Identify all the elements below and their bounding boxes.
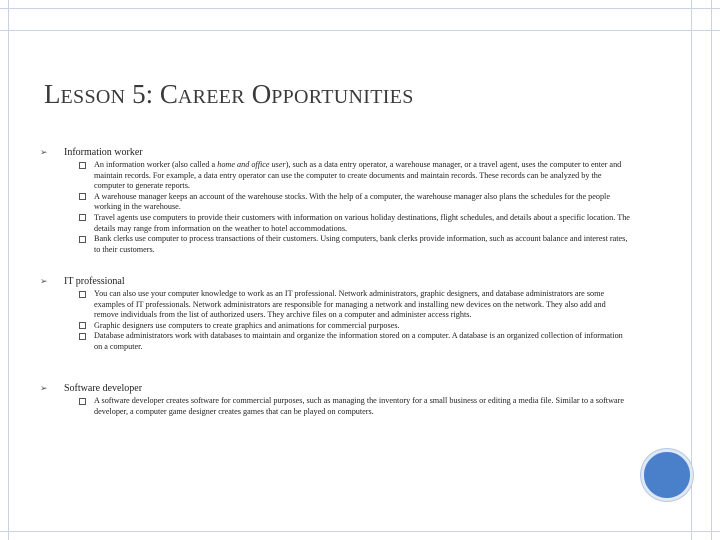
- list-item-text: An information worker (also called a home and office user), such as a data entry operator, a warehouse manager, or a travel agent, uses the computer to enter and maintain records. For example, a data entry operator can use the computer to create documents and maintain records. These records can be analyzed by the computer to generate reports.: [94, 160, 622, 191]
- decorative-circle: [641, 449, 693, 501]
- frame-line-top-inner: [0, 30, 720, 31]
- arrow-bullet-icon: ➢: [40, 276, 48, 286]
- list-item: [79, 396, 630, 417]
- arrow-bullet-icon: ➢: [40, 147, 48, 157]
- title-part: AREER: [177, 86, 245, 108]
- title-part: C: [159, 79, 178, 109]
- frame-line-bottom: [0, 531, 720, 532]
- list-item: [79, 213, 630, 234]
- square-bullet-icon: [79, 322, 86, 329]
- section-items: [79, 289, 630, 353]
- list-item-text: A warehouse manager keeps an account of the warehouse stocks. With the help of a computer, the warehouse manager also plans the schedules for the people working in the warehouse.: [94, 191, 610, 212]
- title-part: 5:: [125, 79, 160, 109]
- section-information-worker: [40, 146, 630, 255]
- section-heading: Information worker: [64, 147, 143, 158]
- slide-title: [44, 76, 414, 108]
- title-part: L: [44, 79, 61, 109]
- square-bullet-icon: [79, 236, 86, 243]
- list-item: [79, 234, 630, 255]
- section-heading-row: [40, 146, 630, 159]
- list-item-text: A software developer creates software for commercial purposes, such as managing the inventory for a small business or editing a media file. Similar to a software developer, a computer game designer creates games that can be played on computers.: [94, 396, 624, 416]
- square-bullet-icon: [79, 398, 86, 405]
- section-heading: Software developer: [64, 383, 143, 394]
- list-item-text: Travel agents use computers to provide their customers with information on various holiday destinations, flight schedules, and details about a specific location. The details may range from information on the weather to hotel accommodations.: [94, 212, 630, 233]
- arrow-bullet-icon: ➢: [40, 383, 48, 393]
- list-item: [79, 160, 630, 192]
- frame-line-right-inner: [691, 0, 692, 540]
- title-part: ESSON: [60, 86, 126, 108]
- square-bullet-icon: [79, 333, 86, 340]
- frame-line-right: [711, 0, 712, 540]
- section-it-professional: [40, 275, 630, 353]
- section-heading: IT professional: [64, 276, 125, 287]
- section-items: [79, 160, 630, 255]
- list-item-text: You can also use your computer knowledge to work as an IT professional. Network administrators, graphic designers, and database administrators are some examples of IT professionals. Network administrators are responsible for managing a network and installing new devices on the network. They also add and remove individuals from the list of authorized users. They archive files on a computer and administer access rights.: [94, 289, 606, 320]
- frame-line-left: [8, 0, 9, 540]
- square-bullet-icon: [79, 214, 86, 221]
- list-item: [79, 289, 630, 321]
- emphasis-text: home and office user: [217, 160, 286, 169]
- list-item: [79, 321, 630, 332]
- square-bullet-icon: [79, 193, 86, 200]
- square-bullet-icon: [79, 291, 86, 298]
- section-heading-row: [40, 382, 630, 395]
- section-software-developer: [40, 382, 630, 417]
- title-part: O: [251, 79, 272, 109]
- section-items: [79, 396, 630, 417]
- title-part: [245, 79, 252, 109]
- list-item-text: Bank clerks use computer to process transactions of their customers. Using computers, bank clerks provide information, such as account balance and interest rates, to their customers.: [94, 234, 628, 254]
- section-heading-row: [40, 275, 630, 288]
- list-item: [79, 192, 630, 213]
- title-part: PPORTUNITIES: [271, 86, 414, 108]
- frame-line-top: [0, 8, 720, 9]
- list-item: [79, 331, 630, 352]
- list-item-text: Graphic designers use computers to create graphics and animations for commercial purposes.: [94, 320, 400, 330]
- square-bullet-icon: [79, 162, 86, 169]
- list-item-text: Database administrators work with databases to maintain and organize the information stored on a computer. A database is an organized collection of information on a computer.: [94, 331, 623, 351]
